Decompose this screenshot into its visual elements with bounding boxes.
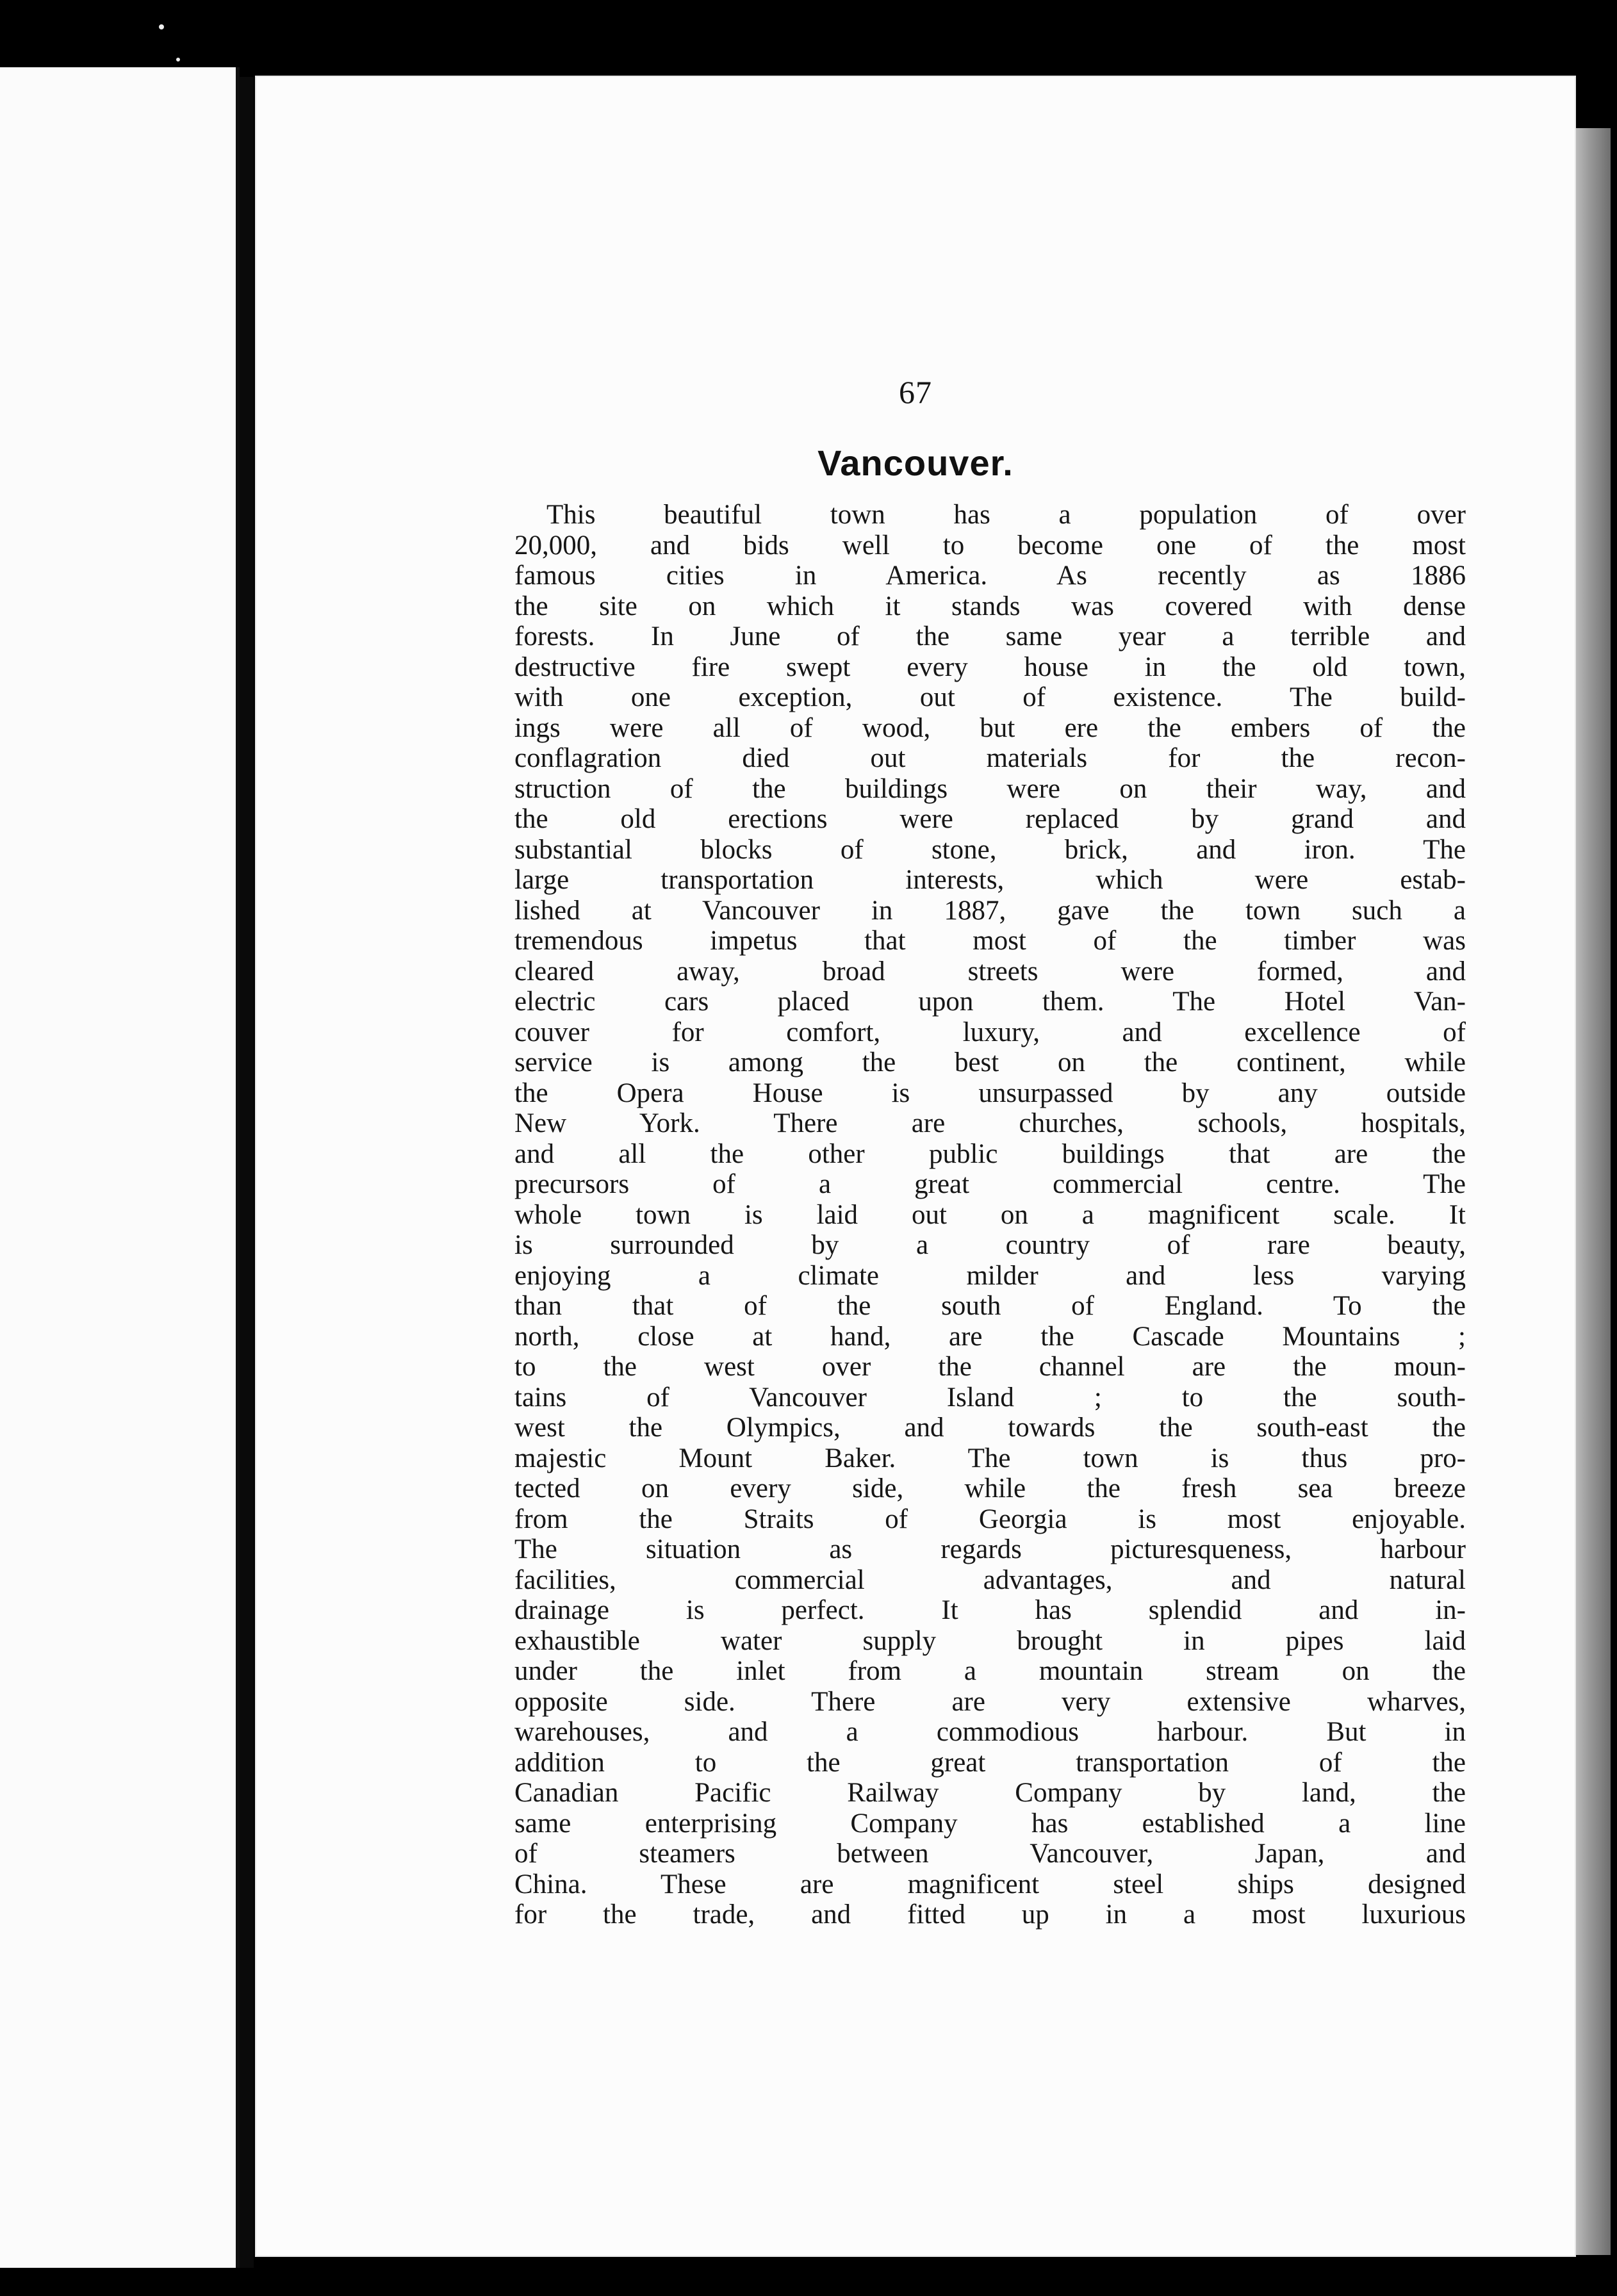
facing-page-blank <box>0 67 240 2268</box>
text-line: majestic Mount Baker. The town is thus pro- <box>514 1443 1466 1473</box>
text-line: The situation as regards picturesqueness, harbour <box>514 1534 1466 1564</box>
text-line: precursors of a great commercial centre. The <box>514 1169 1466 1199</box>
text-line: couver for comfort, luxury, and excellence of <box>514 1017 1466 1047</box>
text-line: Canadian Pacific Railway Company by land, the <box>514 1778 1466 1808</box>
text-line: drainage is perfect. It has splendid and in- <box>514 1595 1466 1625</box>
text-line: under the inlet from a mountain stream on the <box>514 1656 1466 1686</box>
text-line: tains of Vancouver Island ; to the south- <box>514 1382 1466 1413</box>
text-line: forests. In June of the same year a terrible and <box>514 621 1466 652</box>
text-line: and all the other public buildings that are the <box>514 1138 1466 1169</box>
body-paragraph <box>514 500 1466 1930</box>
text-line: than that of the south of England. To the <box>514 1291 1466 1321</box>
text-line: enjoying a climate milder and less varying <box>514 1260 1466 1291</box>
text-line: China. These are magnificent steel ships designed <box>514 1869 1466 1899</box>
scan-speck <box>159 24 164 29</box>
text-line: for the trade, and fitted up in a most luxurious <box>514 1899 1466 1930</box>
text-line: warehouses, and a commodious harbour. But in <box>514 1717 1466 1747</box>
page-title: Vancouver. <box>817 443 1014 483</box>
text-line: same enterprising Company has established a line <box>514 1808 1466 1839</box>
text-line: north, close at hand, are the Cascade Mountains ; <box>514 1321 1466 1352</box>
page-edge-shadow <box>1575 128 1611 2255</box>
text-line: tremendous impetus that most of the timber was <box>514 926 1466 956</box>
text-line: famous cities in America. As recently as 1886 <box>514 561 1466 591</box>
text-line: ings were all of wood, but ere the embers of the <box>514 712 1466 743</box>
text-line: cleared away, broad streets were formed, and <box>514 956 1466 987</box>
text-line: the old erections were replaced by grand and <box>514 804 1466 834</box>
text-line: conflagration died out materials for the recon- <box>514 743 1466 773</box>
text-line: destructive fire swept every house in the old town, <box>514 652 1466 682</box>
text-line: opposite side. There are very extensive wharves, <box>514 1686 1466 1717</box>
text-line: electric cars placed upon them. The Hotel Van- <box>514 987 1466 1017</box>
text-line: lished at Vancouver in 1887, gave the town such a <box>514 895 1466 926</box>
text-line: the site on which it stands was covered with dense <box>514 591 1466 621</box>
text-line: with one exception, out of existence. The build- <box>514 682 1466 712</box>
text-line: substantial blocks of stone, brick, and iron. The <box>514 834 1466 865</box>
text-line: of steamers between Vancouver, Japan, and <box>514 1839 1466 1869</box>
text-line: from the Straits of Georgia is most enjoyable. <box>514 1504 1466 1534</box>
document-page <box>255 76 1576 2257</box>
text-line: This beautiful town has a population of over <box>546 500 1466 530</box>
page-number: 67 <box>899 374 932 410</box>
text-line: struction of the buildings were on their way, and <box>514 773 1466 804</box>
text-line: service is among the best on the continent, while <box>514 1047 1466 1078</box>
text-line: large transportation interests, which were estab- <box>514 865 1466 895</box>
text-line: to the west over the channel are the moun- <box>514 1352 1466 1382</box>
text-line: whole town is laid out on a magnificent scale. It <box>514 1199 1466 1230</box>
scan-speck <box>176 58 180 62</box>
text-line: facilities, commercial advantages, and natural <box>514 1564 1466 1595</box>
text-line: west the Olympics, and towards the south-east the <box>514 1413 1466 1443</box>
text-line: the Opera House is unsurpassed by any outside <box>514 1078 1466 1108</box>
text-line: tected on every side, while the fresh sea breeze <box>514 1473 1466 1504</box>
text-line: exhaustible water supply brought in pipes laid <box>514 1625 1466 1656</box>
book-gutter <box>240 77 254 2268</box>
text-line: is surrounded by a country of rare beauty, <box>514 1230 1466 1260</box>
text-line: 20,000, and bids well to become one of the most <box>514 530 1466 561</box>
text-line: addition to the great transportation of the <box>514 1747 1466 1778</box>
text-line: New York. There are churches, schools, hospitals, <box>514 1108 1466 1138</box>
